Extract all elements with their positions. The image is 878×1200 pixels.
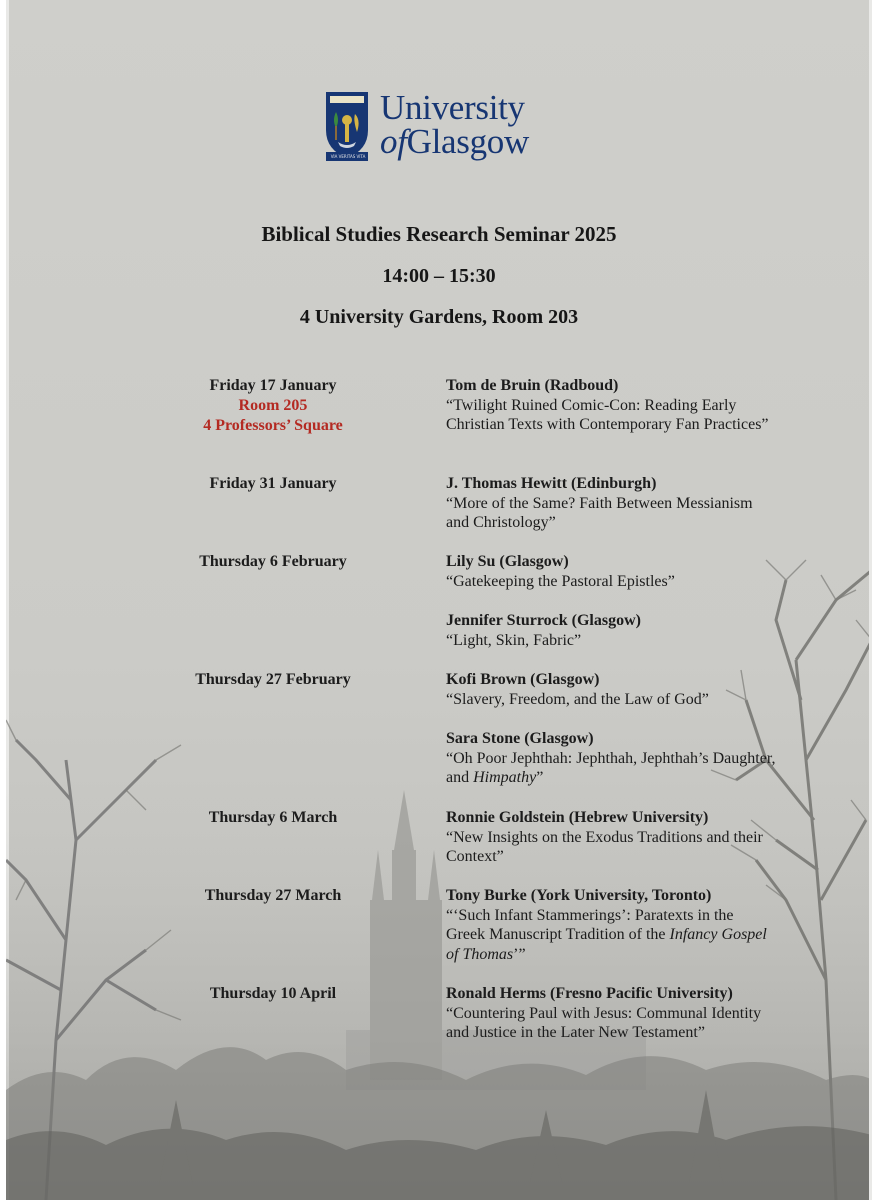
- talk-title: “Gatekeeping the Pastoral Epistles”: [446, 572, 675, 590]
- talk-title-text: “Oh Poor Jephthah: Jephthah, Jephthah’s Daughter, and: [446, 749, 776, 786]
- talk-entry: [446, 729, 776, 788]
- logo-of-text: of: [380, 122, 407, 161]
- talk-title-italic: Himpathy: [473, 769, 537, 786]
- talk-title: “Twilight Ruined Comic-Con: Reading Early Christian Texts with Contemporary Fan Practices”: [446, 396, 769, 433]
- talk-entry: [446, 552, 776, 591]
- talk-entry: [446, 808, 776, 867]
- speaker-name: Kofi Brown (Glasgow): [446, 671, 600, 688]
- session-date: Friday 31 January: [209, 475, 337, 492]
- speaker-name: Lily Su (Glasgow): [446, 553, 569, 570]
- speaker-name: Tom de Bruin (Radboud): [446, 377, 619, 394]
- speaker-name: J. Thomas Hewitt (Edinburgh): [446, 475, 657, 492]
- session-date: Thursday 6 February: [199, 553, 347, 570]
- session-venue: 4 Professors’ Square: [203, 417, 343, 434]
- talk-entry: [446, 670, 776, 709]
- talk-title: “More of the Same? Faith Between Messianism and Christology”: [446, 494, 753, 531]
- talk-title-italic: Infancy Gospel of Thomas: [446, 926, 767, 963]
- talk-entry: [446, 886, 776, 964]
- talk-title: [446, 749, 776, 788]
- seminar-location: 4 University Gardens, Room 203: [299, 306, 579, 328]
- talk-title: “New Insights on the Exodus Traditions and their Context”: [446, 828, 763, 865]
- logo-motto: VIA VERITAS VITA: [330, 154, 366, 159]
- speaker-name: Tony Burke (York University, Toronto): [446, 887, 712, 904]
- speaker-name: Ronald Herms (Fresno Pacific University): [446, 985, 733, 1002]
- session-date: Thursday 27 February: [195, 671, 351, 688]
- talk-entry: [446, 474, 776, 533]
- session-date: Thursday 6 March: [208, 809, 338, 826]
- talk-entry: [446, 376, 776, 435]
- talk-title-end: ’”: [513, 945, 526, 963]
- session-date: Thursday 27 March: [204, 887, 342, 904]
- talk-title: “Slavery, Freedom, and the Law of God”: [446, 690, 709, 708]
- session-date: Thursday 10 April: [209, 985, 337, 1002]
- session-date-text: Friday 17 January: [209, 377, 337, 394]
- logo-name-text: Glasgow: [406, 122, 529, 161]
- talk-entry: [446, 611, 776, 650]
- seminar-time: 14:00 – 15:30: [382, 265, 496, 287]
- session-date: [143, 376, 403, 436]
- speaker-name: Jennifer Sturrock (Glasgow): [446, 612, 641, 629]
- speaker-name: Ronnie Goldstein (Hebrew University): [446, 809, 709, 826]
- seminar-schedule: [6, 0, 872, 1200]
- session-room: Room 205: [238, 397, 308, 414]
- speaker-name: Sara Stone (Glasgow): [446, 730, 594, 747]
- talk-title: “Light, Skin, Fabric”: [446, 631, 582, 649]
- talk-title: “Countering Paul with Jesus: Communal Identity and Justice in the Later New Testament”: [446, 1004, 762, 1041]
- talk-title-text: “‘Such Infant Stammerings’: Paratexts in the Greek Manuscript Tradition of the: [446, 906, 734, 943]
- talk-title: [446, 906, 776, 965]
- logo-university-text: University: [380, 88, 525, 127]
- seminar-title: Biblical Studies Research Seminar 2025: [261, 222, 617, 246]
- talk-title-end: ”: [536, 769, 544, 786]
- talk-entry: [446, 984, 776, 1043]
- seminar-poster: [6, 0, 872, 1200]
